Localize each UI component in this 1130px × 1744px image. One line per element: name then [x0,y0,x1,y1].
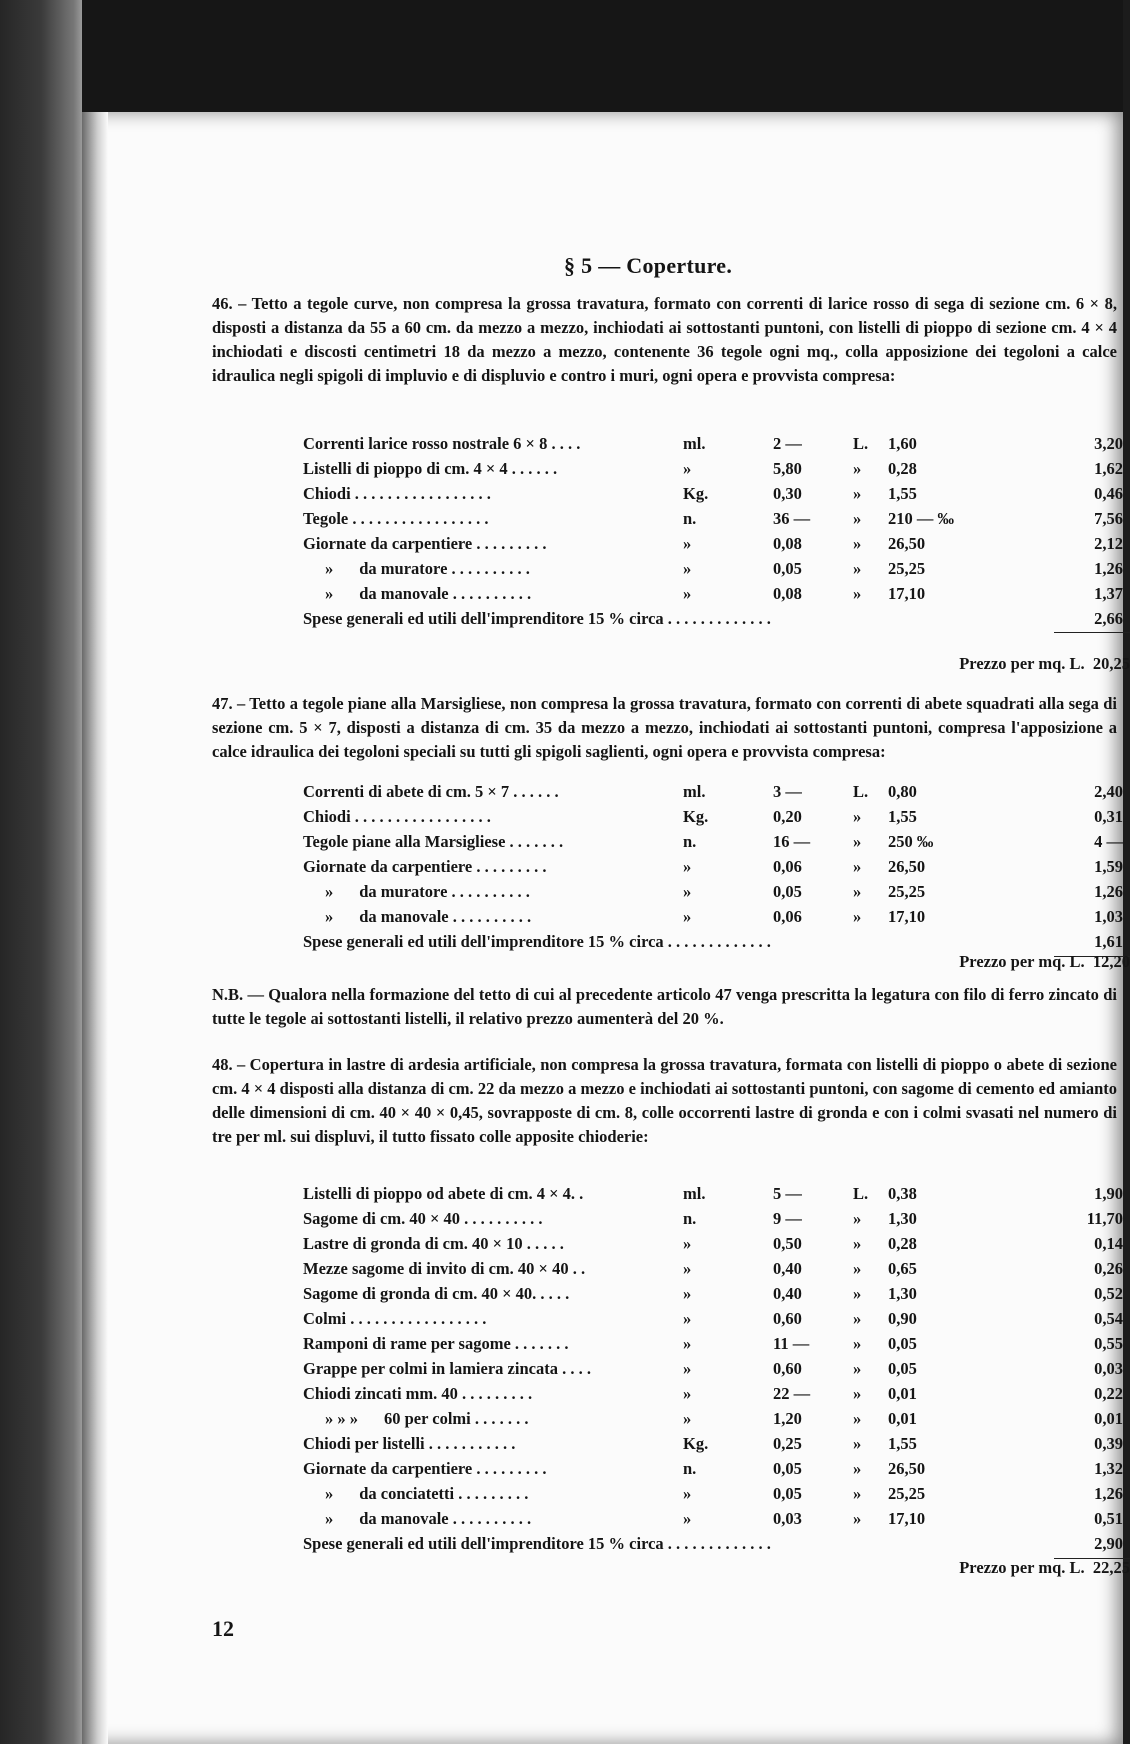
table-row [303,1457,1129,1482]
item-description: da conciatetti . . . . . . . . . [359,1484,529,1503]
ditto-mark: » [325,1484,334,1503]
item-description: Grappe per colmi in lamiera zincata . . . . [303,1359,591,1378]
item-total: 1,37 [1094,584,1123,603]
item-unit-price: 17,10 [888,907,926,926]
item-quantity: 0,40 [773,1259,802,1278]
item-quantity: 22 — [773,1384,811,1403]
item-quantity: 0,08 [773,534,802,553]
price-label: Prezzo per mq. L. [959,1558,1085,1577]
item-unit-price: 250 ‰ [888,832,934,851]
item-unit: ml. [683,434,706,453]
item-unit: » [683,1484,692,1503]
item-total: 0,14 [1094,1234,1123,1253]
item-unit: » [683,1234,692,1253]
item-currency: » [853,907,862,926]
item-total: 0,55 [1094,1334,1123,1353]
item-currency: » [853,559,862,578]
item-quantity: 11 — [773,1334,810,1353]
item-unit-price: 26,50 [888,857,926,876]
item-total: 0,03 [1094,1359,1123,1378]
item-total: 0,26 [1094,1259,1123,1278]
article-48-price [806,1556,1130,1580]
table-row [303,1182,1129,1207]
item-unit: » [683,857,692,876]
table-row [303,1307,1129,1332]
item-unit-price: 0,65 [888,1259,917,1278]
item-description: Listelli di pioppo di cm. 4 × 4 . . . . . . [303,459,558,478]
item-quantity: 0,40 [773,1284,802,1303]
spese-row [303,607,1129,632]
item-currency: » [853,1434,862,1453]
item-description: Sagome di gronda di cm. 40 × 40. . . . . [303,1284,570,1303]
item-unit: » [683,1309,692,1328]
item-total: 0,51 [1094,1509,1123,1528]
item-description: da manovale . . . . . . . . . . [359,1509,532,1528]
item-currency: » [853,1234,862,1253]
item-total: 1,32 [1094,1459,1123,1478]
item-quantity: 0,25 [773,1434,802,1453]
item-quantity: 0,60 [773,1359,802,1378]
item-total: 0,54 [1094,1309,1123,1328]
item-unit: ml. [683,782,706,801]
item-unit: Kg. [683,807,709,826]
article-47-text: 47. – Tetto a tegole piane alla Marsigliese, non compresa la grossa travatura, formato con correnti di abete squadrati alla sega di sezione cm. 5 × 7, disposti a distanza di cm. 35 da mezzo a mezzo, inchiodati ai sottostanti puntoni, compresa l'apposizione a calce idraulica dei tegoloni speciali su tutti gli spigoli saglienti, ogni opera e provvista compresa: [212,694,1117,761]
item-unit: Kg. [683,484,709,503]
item-unit: » [683,882,692,901]
item-total: 1,90 [1094,1184,1123,1203]
item-unit-price: 26,50 [888,534,926,553]
item-description: da manovale . . . . . . . . . . [359,907,532,926]
article-48-cost-table [303,1182,1129,1557]
item-description: Chiodi zincati mm. 40 . . . . . . . . . [303,1384,533,1403]
scan-top-margin [82,0,1123,112]
item-currency: » [853,1259,862,1278]
item-quantity: 0,60 [773,1309,802,1328]
item-currency: » [853,534,862,553]
item-description: Mezze sagome di invito di cm. 40 × 40 . . [303,1259,586,1278]
table-row [303,1332,1129,1357]
item-currency: » [853,484,862,503]
table-row [303,780,1129,805]
item-description: Chiodi . . . . . . . . . . . . . . . . . [303,807,491,826]
item-description: Tegole . . . . . . . . . . . . . . . . . [303,509,489,528]
spese-total: 1,61 [1094,932,1123,951]
item-unit: Kg. [683,1434,709,1453]
item-unit-price: 17,10 [888,584,926,603]
item-description: Correnti di abete di cm. 5 × 7 . . . . . . [303,782,559,801]
item-unit-price: 1,30 [888,1209,917,1228]
item-unit-price: 1,55 [888,807,917,826]
item-total: 4 — [1094,832,1123,851]
item-unit-price: 0,90 [888,1309,917,1328]
item-quantity: 2 — [773,434,802,453]
item-total: 0,31 [1094,807,1123,826]
table-row [303,432,1129,457]
table-row [303,1382,1129,1407]
item-currency: » [853,1384,862,1403]
table-row [303,1207,1129,1232]
table-row [303,880,1129,905]
item-total: 2,40 [1094,782,1123,801]
item-unit: » [683,1384,692,1403]
item-quantity: 0,05 [773,559,802,578]
table-row [303,482,1129,507]
table-row [303,1232,1129,1257]
item-description-cell [303,880,675,904]
price-value: 22,25 [1092,1558,1130,1577]
item-quantity: 0,05 [773,1484,802,1503]
item-quantity: 0,05 [773,1459,802,1478]
item-currency: » [853,459,862,478]
table-row [303,1282,1129,1307]
article-47-cost-table [303,780,1129,955]
item-unit-price: 1,55 [888,1434,917,1453]
item-unit-price: 0,80 [888,782,917,801]
item-quantity: 9 — [773,1209,802,1228]
item-unit: » [683,1334,692,1353]
item-description-cell [303,1407,675,1431]
item-unit: ml. [683,1184,706,1203]
price-label: Prezzo per mq. L. [959,952,1085,971]
item-currency: L. [853,782,869,801]
spese-description: Spese generali ed utili dell'imprenditore 15 % circa . . . . . . . . . . . . . [303,932,771,951]
ditto-mark: » » » [325,1409,358,1428]
page-number: 12 [212,1616,234,1641]
article-47-price [806,950,1130,974]
section-title: § 5 — Coperture. [564,253,733,278]
item-total: 0,39 [1094,1434,1123,1453]
item-quantity: 16 — [773,832,811,851]
item-currency: » [853,1309,862,1328]
item-unit: n. [683,832,697,851]
table-row [303,805,1129,830]
table-row [303,582,1129,607]
spese-total: 2,90 [1094,1534,1123,1553]
item-quantity: 0,03 [773,1509,802,1528]
item-quantity: 36 — [773,509,811,528]
item-total: 11,70 [1086,1209,1123,1228]
item-quantity: 5,80 [773,459,802,478]
spese-description: Spese generali ed utili dell'imprenditore 15 % circa . . . . . . . . . . . . . [303,609,771,628]
item-currency: » [853,1484,862,1503]
ditto-mark: » [325,559,334,578]
item-description: Ramponi di rame per sagome . . . . . . . [303,1334,569,1353]
item-quantity: 0,50 [773,1234,802,1253]
table-row [303,1357,1129,1382]
table-row [303,1482,1129,1507]
item-unit: » [683,907,692,926]
item-description: Colmi . . . . . . . . . . . . . . . . . [303,1309,487,1328]
item-currency: » [853,509,862,528]
item-quantity: 5 — [773,1184,802,1203]
item-total: 7,56 [1094,509,1123,528]
item-total: 0,46 [1094,484,1123,503]
article-46-price [806,652,1130,676]
ditto-mark: » [325,907,334,926]
sum-rule [1054,632,1130,633]
spese-description: Spese generali ed utili dell'imprenditore 15 % circa . . . . . . . . . . . . . [303,1534,771,1553]
item-unit-price: 0,01 [888,1409,917,1428]
item-unit-price: 25,25 [888,559,926,578]
table-row [303,1407,1129,1432]
item-unit: » [683,1359,692,1378]
nota-bene: N.B. — Qualora nella formazione del tetto di cui al precedente articolo 47 venga prescritta la legatura con filo di ferro zincato di tutte le tegole ai sottostanti listelli, il relativo prezzo aumenterà del 20 %. [212,985,1117,1028]
item-unit: » [683,534,692,553]
item-total: 1,62 [1094,459,1123,478]
item-unit: » [683,459,692,478]
item-unit-price: 0,05 [888,1334,917,1353]
item-quantity: 0,06 [773,857,802,876]
item-currency: » [853,1459,862,1478]
item-description: Correnti larice rosso nostrale 6 × 8 . . . . [303,434,581,453]
item-unit: n. [683,1459,697,1478]
item-quantity: 0,05 [773,882,802,901]
item-unit: n. [683,509,697,528]
item-total: 1,26 [1094,559,1123,578]
item-unit-price: 0,01 [888,1384,917,1403]
table-row [303,855,1129,880]
item-description: Chiodi per listelli . . . . . . . . . . . [303,1434,516,1453]
book-binding-edge [0,0,82,1744]
item-description: Giornate da carpentiere . . . . . . . . . [303,857,547,876]
item-currency: » [853,882,862,901]
item-currency: » [853,807,862,826]
table-row [303,557,1129,582]
item-unit: » [683,1284,692,1303]
item-total: 3,20 [1094,434,1123,453]
item-unit-price: 210 — ‰ [888,509,954,528]
item-currency: L. [853,434,869,453]
item-quantity: 0,30 [773,484,802,503]
ditto-mark: » [325,882,334,901]
item-unit: » [683,1509,692,1528]
item-currency: » [853,1284,862,1303]
table-row [303,830,1129,855]
item-description: Lastre di gronda di cm. 40 × 10 . . . . . [303,1234,564,1253]
item-description: da manovale . . . . . . . . . . [359,584,532,603]
item-unit: » [683,559,692,578]
item-description: Tegole piane alla Marsigliese . . . . . . . [303,832,564,851]
table-row [303,1507,1129,1532]
item-unit-price: 1,55 [888,484,917,503]
item-unit-price: 25,25 [888,1484,926,1503]
article-48-text: 48. – Copertura in lastre di ardesia artificiale, non compresa la grossa travatura, formata con listelli di pioppo o abete di sezione cm. 4 × 4 disposti alla distanza di cm. 22 da mezzo a mezzo e inchiodati ai sottostanti puntoni, con sagome di cemento ed amianto delle dimensioni di cm. 40 × 40 × 0,45, sovrapposte di cm. 8, colle occorrenti lastre di gronda e con i colmi svasati nel numero di tre per ml. sui displuvi, il tutto fissato colle apposite chioderie: [212,1055,1117,1146]
item-currency: » [853,1509,862,1528]
item-description: Giornate da carpentiere . . . . . . . . . [303,1459,547,1478]
item-unit-price: 1,30 [888,1284,917,1303]
table-row [303,532,1129,557]
item-unit: n. [683,1209,697,1228]
item-quantity: 3 — [773,782,802,801]
item-total: 1,26 [1094,882,1123,901]
item-total: 1,59 [1094,857,1123,876]
table-row [303,457,1129,482]
item-description: 60 per colmi . . . . . . . [384,1409,529,1428]
ditto-mark: » [325,584,334,603]
item-total: 0,22 [1094,1384,1123,1403]
item-unit-price: 0,05 [888,1359,917,1378]
item-description: da muratore . . . . . . . . . . [359,559,530,578]
ditto-mark: » [325,1509,334,1528]
spese-total: 2,66 [1094,609,1123,628]
table-row [303,1257,1129,1282]
item-currency: » [853,832,862,851]
item-description-cell [303,1507,675,1531]
item-description-cell [303,1482,675,1506]
item-unit-price: 17,10 [888,1509,926,1528]
table-row [303,1432,1129,1457]
item-unit-price: 25,25 [888,882,926,901]
item-unit: » [683,1409,692,1428]
table-row [303,507,1129,532]
table-row [303,905,1129,930]
item-total: 1,03 [1094,907,1123,926]
item-description: Sagome di cm. 40 × 40 . . . . . . . . . . [303,1209,543,1228]
item-currency: » [853,1359,862,1378]
item-currency: » [853,1409,862,1428]
item-unit-price: 0,28 [888,459,917,478]
item-quantity: 0,20 [773,807,802,826]
item-quantity: 0,06 [773,907,802,926]
item-description: Listelli di pioppo od abete di cm. 4 × 4. . [303,1184,584,1203]
item-quantity: 1,20 [773,1409,802,1428]
article-46-text: 46. – Tetto a tegole curve, non compresa la grossa travatura, formato con correnti di larice rosso di sega di sezione cm. 6 × 8, disposti a distanza da 55 a 60 cm. da mezzo a mezzo, inchiodati ai sottostanti puntoni, con listelli di pioppo di sezione cm. 4 × 4 inchiodati e discosti centimetri 18 da mezzo a mezzo, contenente 36 tegole ogni mq., colla apposizione dei tegoloni a calce idraulica negli spigoli di impluvio e di displuvio e contro i muri, ogni opera e provvista compresa: [212,294,1117,385]
item-total: 2,12 [1094,534,1123,553]
price-value: 20,25 [1092,654,1130,673]
item-quantity: 0,08 [773,584,802,603]
item-unit: » [683,584,692,603]
item-currency: » [853,584,862,603]
item-unit-price: 1,60 [888,434,917,453]
item-total: 0,01 [1094,1409,1123,1428]
item-unit-price: 26,50 [888,1459,926,1478]
item-description: Giornate da carpentiere . . . . . . . . . [303,534,547,553]
item-total: 1,26 [1094,1484,1123,1503]
item-description-cell [303,905,675,929]
item-unit: » [683,1259,692,1278]
spese-row [303,1532,1129,1557]
item-total: 0,52 [1094,1284,1123,1303]
item-description-cell [303,582,675,606]
item-currency: L. [853,1184,869,1203]
item-unit-price: 0,38 [888,1184,917,1203]
item-currency: » [853,1334,862,1353]
item-currency: » [853,857,862,876]
item-unit-price: 0,28 [888,1234,917,1253]
item-description-cell [303,557,675,581]
item-currency: » [853,1209,862,1228]
price-label: Prezzo per mq. L. [959,654,1085,673]
item-description: Chiodi . . . . . . . . . . . . . . . . . [303,484,491,503]
item-description: da muratore . . . . . . . . . . [359,882,530,901]
price-value: 12,20 [1092,952,1130,971]
article-46-cost-table [303,432,1129,632]
